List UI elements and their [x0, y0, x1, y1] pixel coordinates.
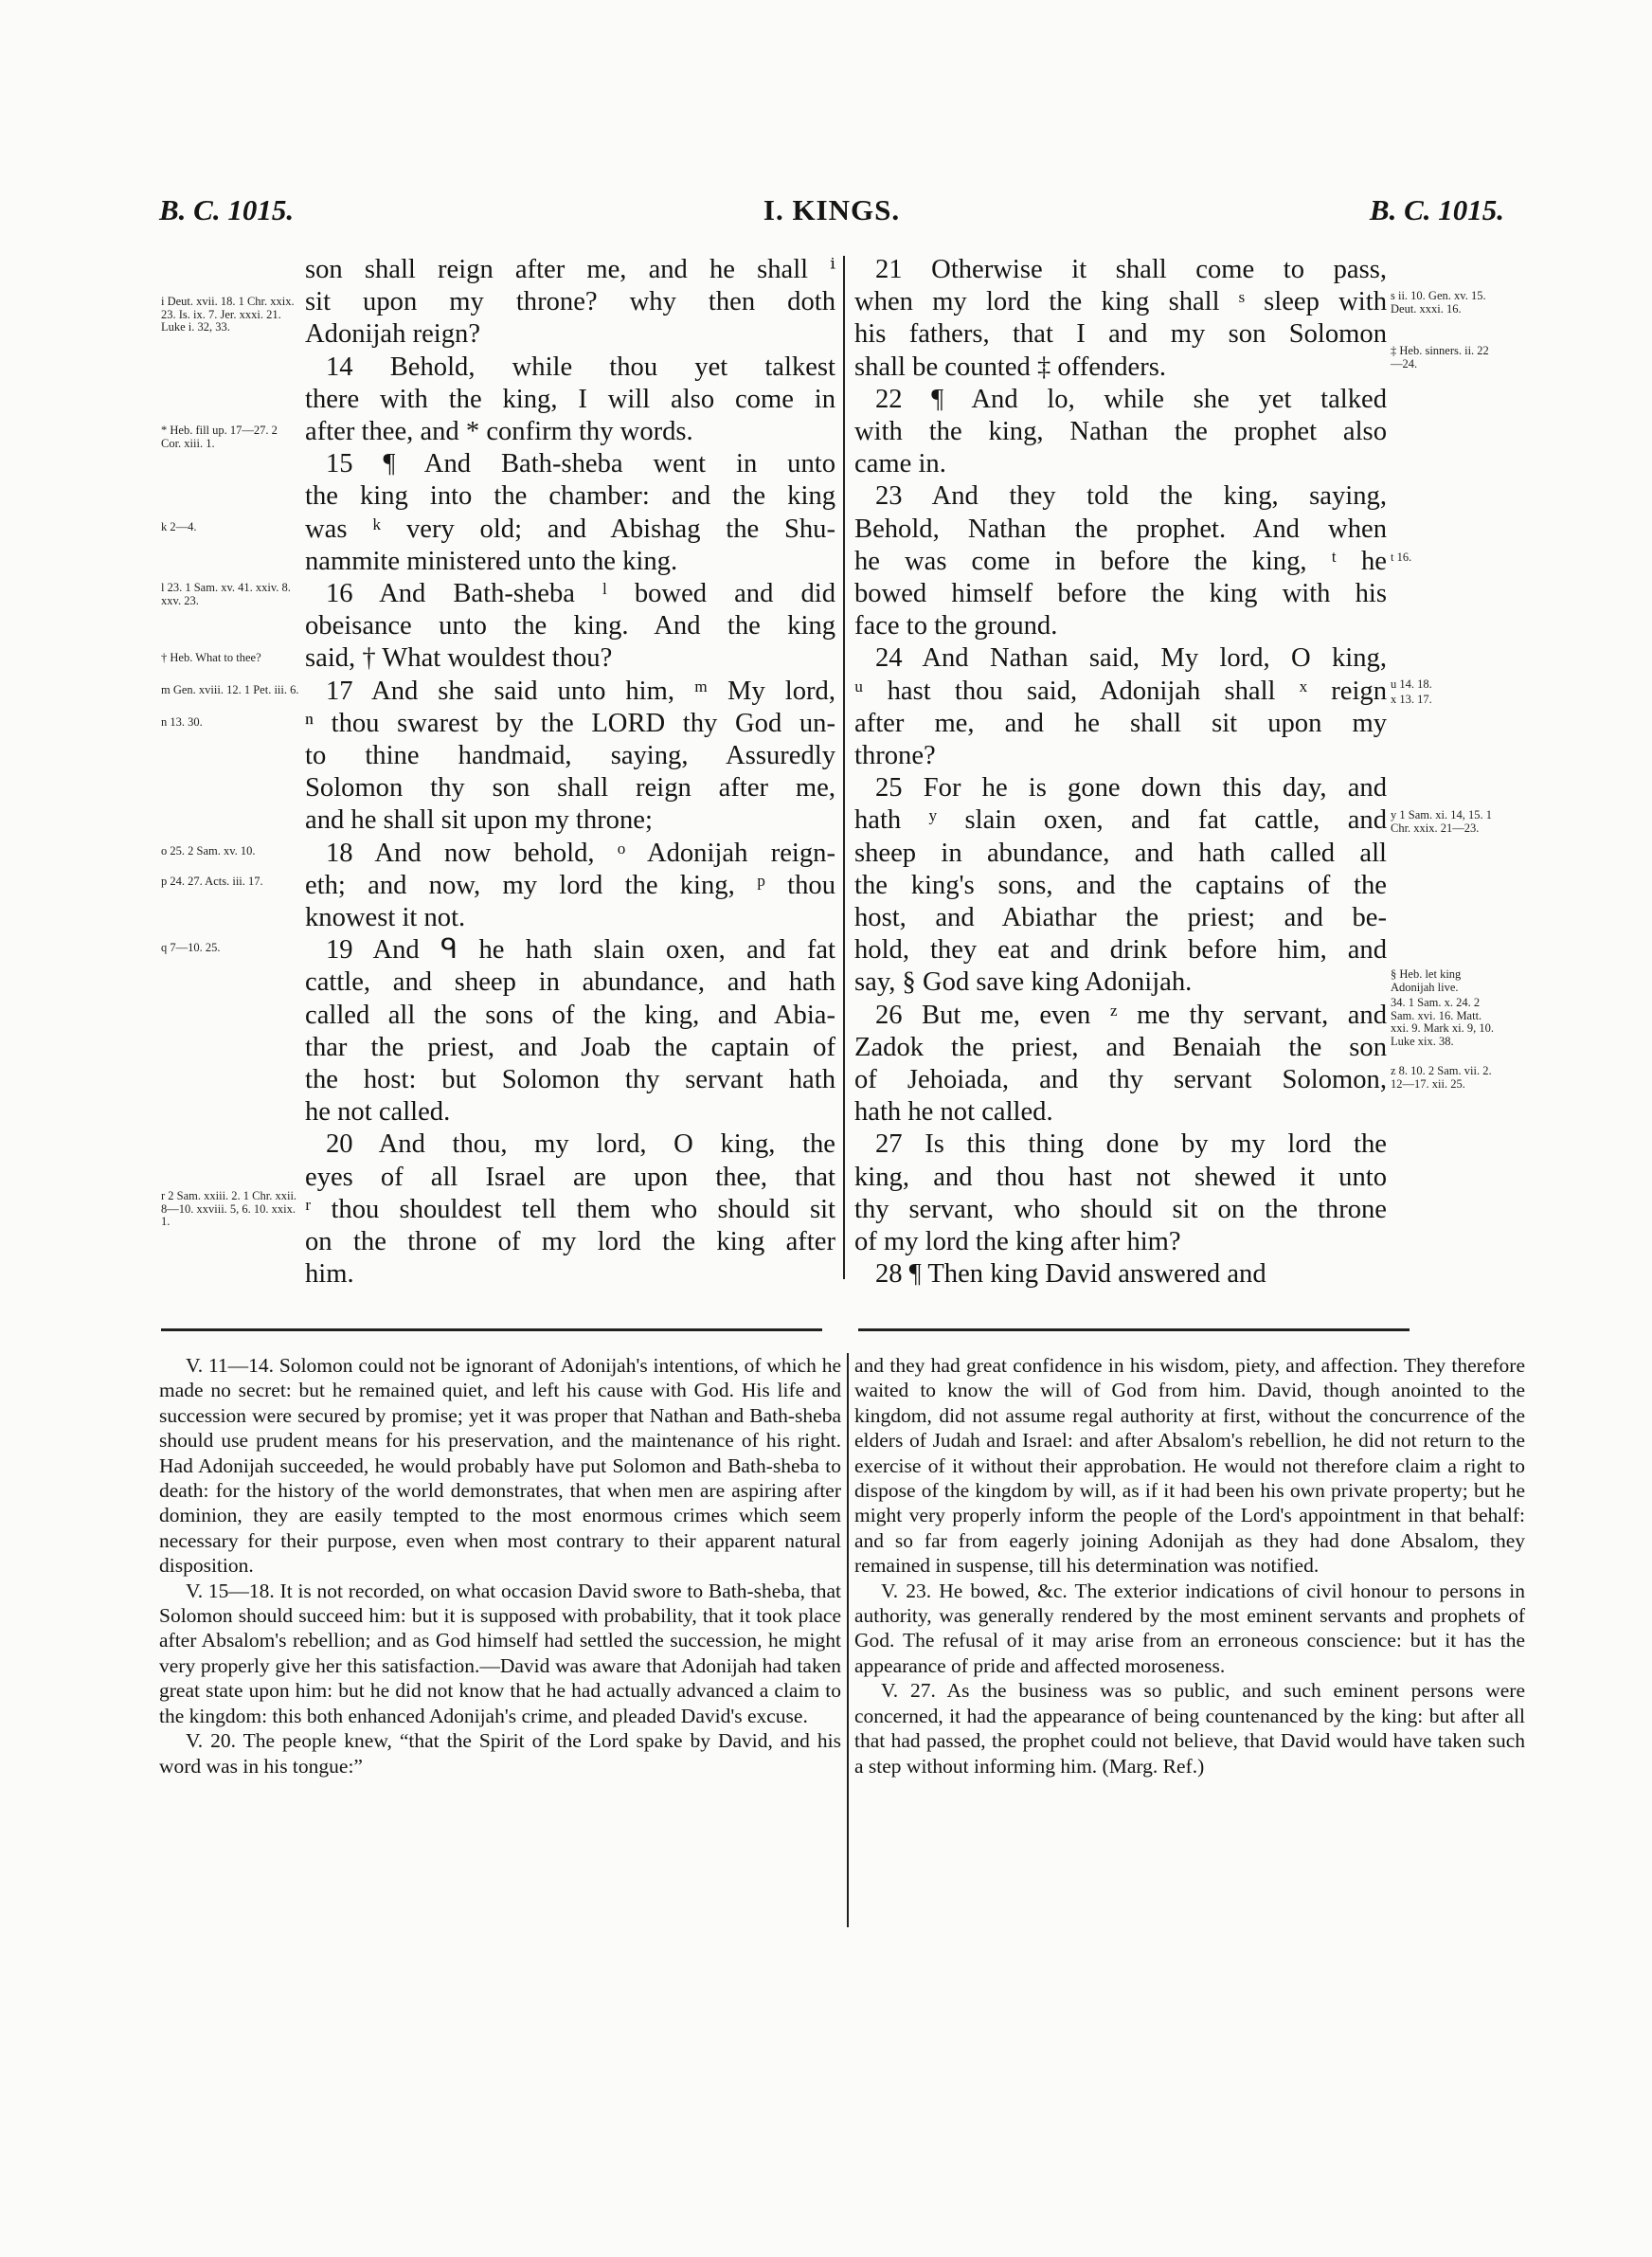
scripture-line: the host: but Solomon thy servant hath [305, 1065, 835, 1095]
scripture-line: Zadok the priest, and Benaiah the son [854, 1032, 1387, 1062]
scripture-line: of Jehoiada, and thy servant Solomon, [854, 1065, 1387, 1095]
scripture-line: the king's sons, and the captains of the [854, 870, 1387, 900]
scripture-line: came in. [854, 449, 946, 479]
scripture-line: ᵘ hast thou said, Adonijah shall ˣ reign [854, 676, 1387, 706]
scripture-line: son shall reign after me, and he shall ⁱ [305, 255, 835, 284]
margin-reference: i Deut. xvii. 18. 1 Chr. xxix. 23. Is. ix. 7. Jer. xxxi. 21. Luke i. 32, 33. [161, 295, 295, 334]
scripture-line: said, † What wouldest thou? [305, 643, 613, 674]
scripture-line: 14 Behold, while thou yet talkest [326, 352, 835, 382]
margin-reference: 34. 1 Sam. x. 24. 2 Sam. xvi. 16. Matt. xxi. 9. Mark xi. 9, 10. Luke xix. 38. [1391, 996, 1495, 1048]
commentary-divider [847, 1353, 849, 1927]
scripture-line: 26 But me, even ᶻ me thy servant, and [875, 1000, 1387, 1030]
scripture-line: hath he not called. [854, 1097, 1053, 1128]
margin-reference: l 23. 1 Sam. xv. 41. xxiv. 8. xxv. 23. [161, 581, 291, 607]
scripture-line: say, § God save king Adonijah. [854, 967, 1193, 998]
commentary-paragraph: and they had great confidence in his wisdom, piety, and affection. They therefore waited to know the will of God from him. David, though anointed to the kingdom, did not assume regal authority at first, without the concurrence of the elders of Judah and Israel: and after Absalom's rebellion, he did not return to the exercise of it without their approbation. He would not therefore claim a right to dispose of the kingdom by will, as if it had been his own private property; but he might very properly inform the people of the Lord's appointment in that behalf: and so far from eagerly joining Adonijah as they had done Absalom, they remained in suspense, till his determination was notified. [854, 1354, 1525, 1578]
margin-reference: † Heb. What to thee? [161, 651, 261, 664]
scripture-line: 25 For he is gone down this day, and [875, 773, 1387, 803]
scripture-line: sit upon my throne? why then doth [305, 287, 835, 317]
scripture-line: bowed himself before the king with his [854, 579, 1387, 609]
scripture-line: 28 ¶ Then king David answered and [875, 1259, 1266, 1290]
scripture-line: 27 Is this thing done by my lord the [875, 1129, 1387, 1160]
margin-reference: o 25. 2 Sam. xv. 10. [161, 844, 256, 858]
margin-reference: y 1 Sam. xi. 14, 15. 1 Chr. xxix. 21—23. [1391, 808, 1492, 835]
scripture-line: thar the priest, and Joab the captain of [305, 1032, 835, 1062]
scripture-line: 20 And thou, my lord, O king, the [326, 1129, 835, 1160]
scripture-line: Solomon thy son shall reign after me, [305, 773, 835, 803]
scripture-line: the king into the chamber: and the king [305, 481, 835, 512]
left-scripture-column [305, 254, 835, 1291]
column-divider [843, 256, 845, 1279]
scripture-line: sheep in abundance, and hath called all [854, 838, 1387, 868]
scripture-line: throne? [854, 741, 936, 771]
scripture-line: 17 And she said unto him, ᵐ My lord, [326, 676, 835, 706]
commentary-rule-left [161, 1328, 822, 1331]
scripture-line: knowest it not. [305, 903, 466, 933]
scripture-line: shall be counted ‡ offenders. [854, 352, 1166, 382]
scripture-line: thy servant, who should sit on the throne [854, 1194, 1387, 1224]
scripture-line: 16 And Bath-sheba ˡ bowed and did [326, 579, 835, 609]
scripture-line: to thine handmaid, saying, Assuredly [305, 741, 835, 771]
margin-reference: u 14. 18. [1391, 677, 1432, 691]
commentary-left [159, 1353, 841, 1779]
margin-reference: m Gen. xviii. 12. 1 Pet. iii. 6. [161, 683, 299, 696]
scripture-line: ⁿ thou swarest by the LORD thy God un- [305, 708, 835, 738]
scripture-line: face to the ground. [854, 611, 1058, 641]
commentary-paragraph: V. 15—18. It is not recorded, on what occasion David swore to Bath-sheba, that Solomon should succeed him: but it is supposed with probability, that it took place after Absalom's rebellion; and as God himself had settled the succession, he might very properly give her this satisfaction.—David was aware that Adonijah had taken great state upon him: but he did not know that he had actually advanced a claim to the kingdom: this both enhanced Adonijah's crime, and pleaded David's excuse. [159, 1579, 841, 1727]
scripture-line: nammite ministered unto the king. [305, 546, 678, 576]
scripture-line: his fathers, that I and my son Solomon [854, 319, 1387, 350]
margin-reference: k 2—4. [161, 520, 197, 533]
scripture-line: when my lord the king shall ˢ sleep with [854, 287, 1387, 317]
header-book-title: I. KINGS. [763, 193, 901, 226]
scripture-line: obeisance unto the king. And the king [305, 611, 835, 641]
margin-reference: s ii. 10. Gen. xv. 15. Deut. xxxi. 16. [1391, 289, 1486, 316]
commentary-right [854, 1353, 1525, 1779]
scripture-line: host, and Abiathar the priest; and be- [854, 903, 1387, 933]
header-date-left: B. C. 1015. [159, 193, 295, 226]
scripture-line: 22 ¶ And lo, while she yet talked [875, 384, 1387, 414]
scripture-line: he was come in before the king, ᵗ he [854, 546, 1387, 576]
scripture-line: Behold, Nathan the prophet. And when [854, 514, 1387, 544]
page-header [159, 193, 1504, 241]
commentary-paragraph: V. 20. The people knew, “that the Spirit of the Lord spake by David, and his word was in his tongue:” [159, 1729, 841, 1778]
margin-reference: t 16. [1391, 551, 1412, 564]
scripture-line: of my lord the king after him? [854, 1227, 1181, 1257]
scripture-line: was ᵏ very old; and Abishag the Shu- [305, 514, 835, 544]
scripture-line: eyes of all Israel are upon thee, that [305, 1162, 835, 1192]
commentary-rule-right [858, 1328, 1410, 1331]
margin-reference: * Heb. fill up. 17—27. 2 Cor. xiii. 1. [161, 424, 278, 450]
margin-reference: r 2 Sam. xxiii. 2. 1 Chr. xxii. 8—10. xxviii. 5, 6. 10. xxix. 1. [161, 1189, 297, 1228]
scripture-line: cattle, and sheep in abundance, and hath [305, 967, 835, 998]
margin-reference: z 8. 10. 2 Sam. vii. 2. 12—17. xii. 25. [1391, 1064, 1492, 1091]
scripture-line: him. [305, 1259, 354, 1290]
right-scripture-column [854, 254, 1387, 1291]
scripture-line: 15 ¶ And Bath-sheba went in unto [326, 449, 835, 479]
margin-reference: § Heb. let king Adonijah live. [1391, 967, 1462, 994]
scripture-line: Adonijah reign? [305, 319, 481, 350]
scripture-line: with the king, Nathan the prophet also [854, 417, 1387, 447]
commentary-paragraph: V. 27. As the business was so public, and such eminent persons were concerned, it had the appearance of being countenanced by the king: but after all that had passed, the prophet could not believe, that David would have taken such a step without informing him. (Marg. Ref.) [854, 1679, 1525, 1778]
scripture-line: after thee, and * confirm thy words. [305, 417, 693, 447]
commentary-paragraph: V. 23. He bowed, &c. The exterior indications of civil honour to persons in authority, was generally rendered by the most eminent servants and prophets of God. The refusal of it may arise from an erroneous conscience: but it has the appearance of pride and affected moroseness. [854, 1579, 1525, 1677]
scripture-line: 21 Otherwise it shall come to pass, [875, 255, 1387, 284]
margin-reference: p 24. 27. Acts. iii. 17. [161, 875, 263, 888]
margin-reference: ‡ Heb. sinners. ii. 22—24. [1391, 344, 1489, 370]
scripture-line: ʳ thou shouldest tell them who should sit [305, 1194, 835, 1224]
margin-reference: n 13. 30. [161, 715, 203, 729]
scripture-line: hath ʸ slain oxen, and fat cattle, and [854, 805, 1387, 836]
scripture-line: after me, and he shall sit upon my [854, 708, 1387, 738]
scripture-line: 19 And ᑫ he hath slain oxen, and fat [326, 935, 835, 966]
scripture-line: on the throne of my lord the king after [305, 1227, 835, 1257]
scripture-line: called all the sons of the king, and Abia- [305, 1000, 835, 1030]
scripture-line: he not called. [305, 1097, 451, 1128]
commentary-paragraph: V. 11—14. Solomon could not be ignorant of Adonijah's intentions, of which he made no secret: but he remained quiet, and left his cause with God. His life and succession were secured by promise; yet it was proper that Nathan and Bath-sheba should use prudent means for his preservation, and the maintenance of his right. Had Adonijah succeeded, he would probably have put Solomon and Bath-sheba to death: for the history of the world demonstrates, that when men are aspiring after dominion, they are easily tempted to the most enormous crimes which seem necessary for their purpose, even when most contrary to their apparent natural disposition. [159, 1354, 841, 1578]
scripture-line: hold, they eat and drink before him, and [854, 935, 1387, 966]
header-date-right: B. C. 1015. [1369, 193, 1504, 226]
scripture-line: 23 And they told the king, saying, [875, 481, 1387, 512]
scripture-line: there with the king, I will also come in [305, 384, 835, 414]
margin-reference: q 7—10. 25. [161, 941, 221, 954]
scripture-line: 18 And now behold, ᵒ Adonijah reign- [326, 838, 835, 868]
scripture-line: king, and thou hast not shewed it unto [854, 1162, 1387, 1192]
scripture-line: and he shall sit upon my throne; [305, 805, 653, 836]
margin-reference: x 13. 17. [1391, 693, 1432, 706]
scripture-line: 24 And Nathan said, My lord, O king, [875, 643, 1387, 674]
scripture-line: eth; and now, my lord the king, ᵖ thou [305, 870, 835, 900]
